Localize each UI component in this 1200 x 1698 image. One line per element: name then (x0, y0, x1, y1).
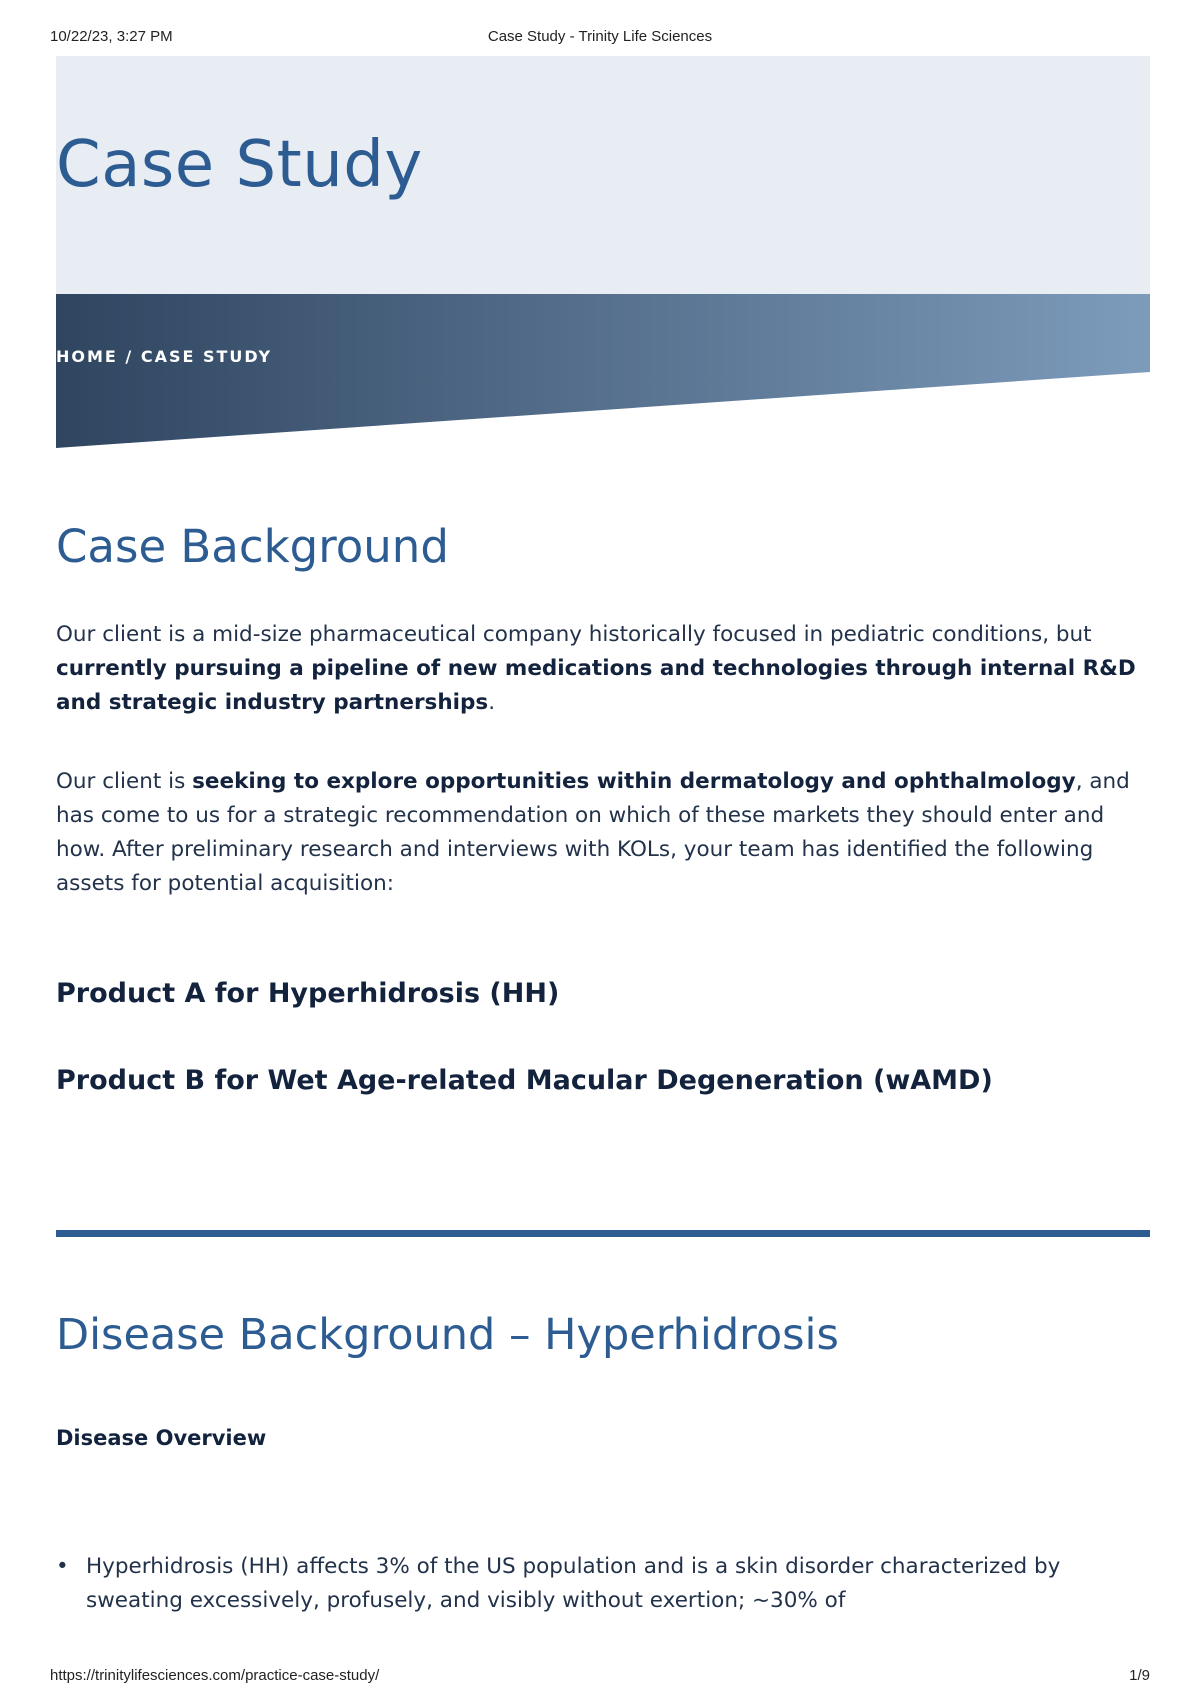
breadcrumb-current: CASE STUDY (140, 347, 273, 366)
case-background-paragraph-1 (56, 618, 1150, 720)
bullet-icon: • (56, 1554, 69, 1579)
page-title: Case Study (56, 128, 423, 202)
product-b-title: Product B for Wet Age-related Macular Degeneration (wAMD) (56, 1065, 993, 1096)
case-background-heading: Case Background (56, 520, 449, 573)
disease-overview-heading: Disease Overview (56, 1426, 267, 1450)
list-item-text: Hyperhidrosis (HH) affects 3% of the US population and is a skin disorder characterized by sweating excessively, profusely, and visibly without exertion; ~30% of (86, 1554, 1061, 1613)
disease-overview-list-wrap (56, 1550, 1150, 1618)
p1-bold: currently pursuing a pipeline of new medications and technologies through internal R&D and strategic industry partnerships (56, 656, 1136, 715)
disease-background-heading-wrap (56, 1310, 1150, 1360)
print-page-number: 1/9 (1129, 1667, 1150, 1684)
breadcrumb-home-link[interactable]: HOME (56, 347, 118, 366)
print-header (50, 28, 1150, 48)
case-background-paragraph-2 (56, 765, 1150, 901)
p2-bold: seeking to explore opportunities within dermatology and ophthalmology (192, 769, 1076, 794)
p2-text: Our client is (56, 769, 193, 794)
breadcrumb-banner (56, 294, 1150, 448)
p1-end: . (488, 690, 496, 715)
banner-gradient-shape (56, 294, 1150, 448)
p2-rest: , and has come to us for a strategic recommendation on which of these markets they should enter and how. After preliminary research and interviews with KOLs, your team has identified the following assets for potential acquisition: (56, 769, 1130, 896)
p1-text: Our client is a mid-size pharmaceutical company historically focused in pediatric conditions, but (56, 622, 1092, 647)
case-background-heading-wrap (56, 520, 1150, 573)
breadcrumb (56, 347, 272, 366)
section-divider (56, 1230, 1150, 1237)
disease-overview-list (56, 1550, 1150, 1618)
product-a-wrap (56, 978, 1150, 1009)
print-datetime: 10/22/23, 3:27 PM (50, 28, 173, 45)
product-b-wrap (56, 1065, 1150, 1096)
breadcrumb-separator: / (117, 347, 141, 366)
disease-background-heading: Disease Background – Hyperhidrosis (56, 1310, 839, 1360)
disease-overview-wrap (56, 1426, 1150, 1450)
list-item (56, 1550, 1150, 1618)
print-url: https://trinitylifesciences.com/practice-case-study/ (50, 1667, 380, 1684)
print-footer (50, 1667, 1150, 1687)
print-page-title: Case Study - Trinity Life Sciences (487, 28, 713, 45)
product-a-title: Product A for Hyperhidrosis (HH) (56, 978, 560, 1009)
